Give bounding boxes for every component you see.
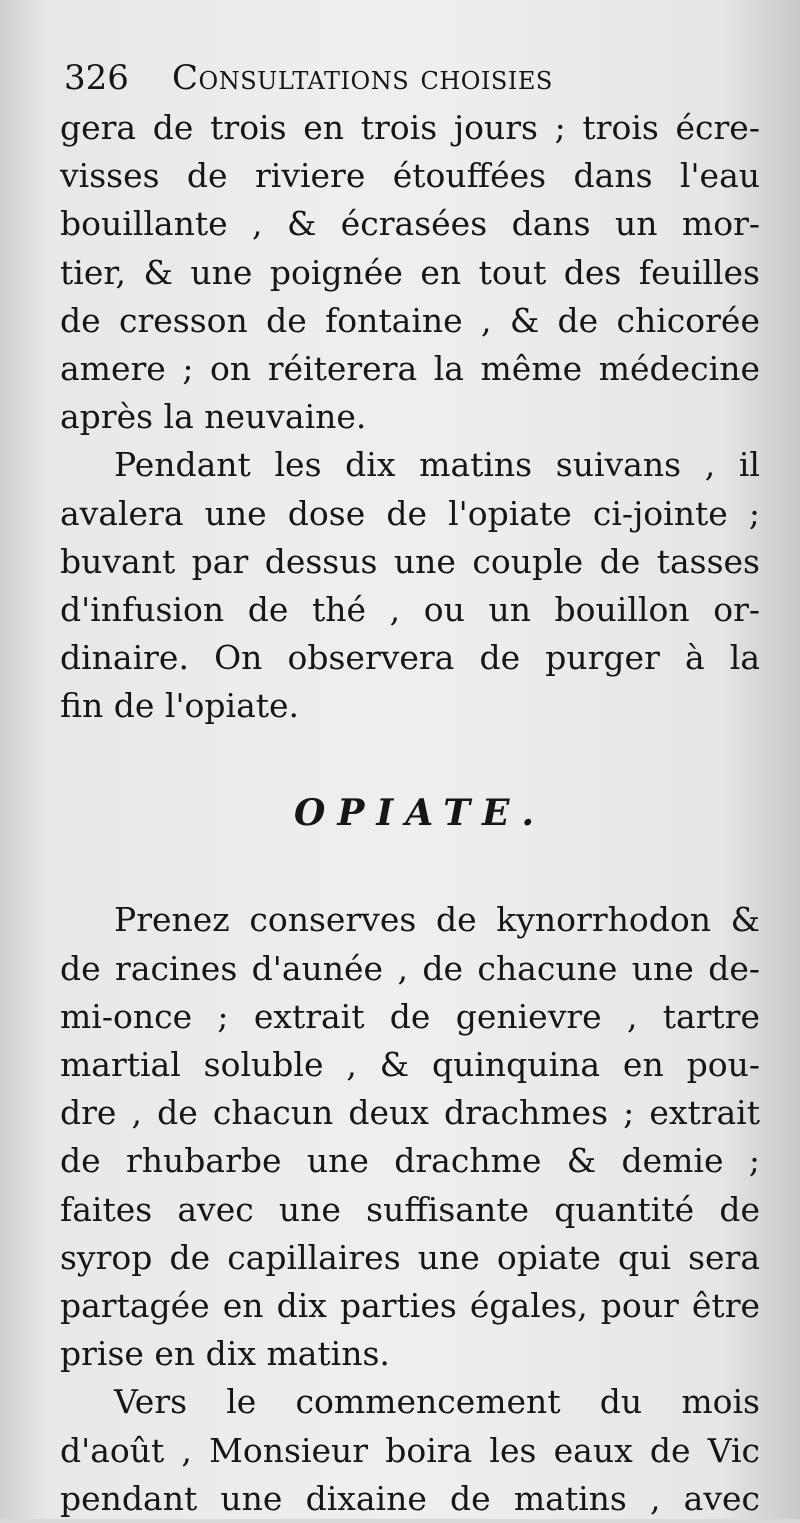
text-line: buvant par dessus une couple de tasses bbox=[60, 541, 760, 581]
text-line: mi-once ; extrait de genievre , tartre bbox=[60, 996, 760, 1036]
text-line: après la neuvaine. bbox=[60, 397, 367, 437]
running-title: Consultations choisies bbox=[172, 58, 553, 98]
text-line: Pendant les dix matins suivans , il bbox=[114, 445, 760, 485]
text-line: tier, & une poignée en tout des feuilles bbox=[60, 252, 760, 292]
page-number: 326 bbox=[64, 58, 129, 98]
text-line: amere ; on réiterera la même médecine bbox=[60, 348, 760, 388]
section-heading: OPIATE. bbox=[294, 792, 546, 835]
text-line: Vers le commencement du mois bbox=[114, 1382, 760, 1422]
paragraph bbox=[60, 104, 760, 441]
text-line: de cresson de fontaine , & de chicorée bbox=[60, 300, 760, 340]
paragraph bbox=[60, 896, 760, 1378]
text-line: d'infusion de thé , ou un bouillon or- bbox=[60, 589, 760, 629]
text-line: syrop de capillaires une opiate qui sera bbox=[60, 1237, 760, 1277]
text-line: avalera une dose de l'opiate ci-jointe ; bbox=[60, 493, 760, 533]
text-line: dinaire. On observera de purger à la bbox=[60, 638, 760, 678]
text-line: pendant une dixaine de matins , avec bbox=[60, 1478, 760, 1518]
text-line: bouillante , & écrasées dans un mor- bbox=[60, 204, 760, 244]
text-line: visses de riviere étouffées dans l'eau bbox=[60, 156, 760, 196]
text-line: faites avec une suffisante quantité de bbox=[60, 1189, 760, 1229]
text-line: prise en dix matins. bbox=[60, 1334, 390, 1374]
paragraph bbox=[60, 1378, 760, 1523]
text-line: de racines d'aunée , de chacune une de- bbox=[60, 948, 760, 988]
paragraph bbox=[60, 441, 760, 730]
text-line: partagée en dix parties égales, pour être bbox=[60, 1285, 760, 1325]
text-line: gera de trois en trois jours ; trois écre- bbox=[60, 108, 760, 147]
text-line: martial soluble , & quinquina en pou- bbox=[60, 1045, 760, 1084]
body-text bbox=[60, 104, 760, 1523]
text-line: d'août , Monsieur boira les eaux de Vic bbox=[60, 1430, 760, 1470]
running-head bbox=[64, 52, 764, 104]
text-line: de rhubarbe une drachme & demie ; bbox=[60, 1141, 760, 1181]
text-line: fin de l'opiate. bbox=[60, 686, 300, 726]
text-line: Prenez conserves de kynorrhodon & bbox=[114, 900, 760, 940]
text-line: dre , de chacun deux drachmes ; extrait bbox=[60, 1093, 760, 1133]
